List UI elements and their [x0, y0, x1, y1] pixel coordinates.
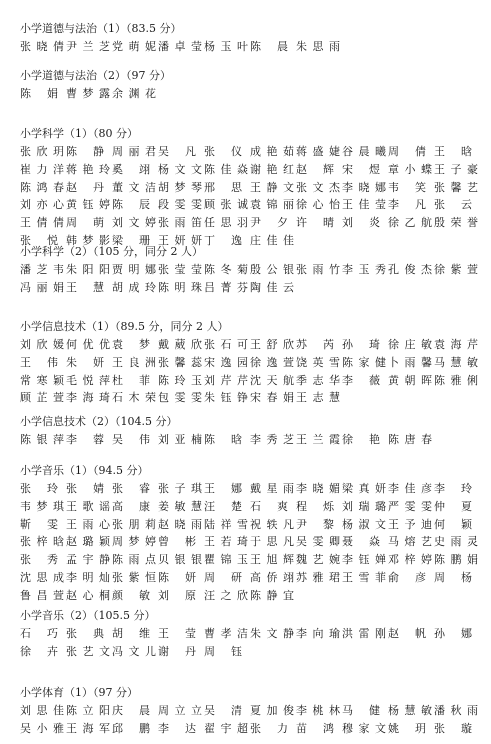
person-name: 冯丽娟 [20, 280, 64, 294]
person-name: 李向瑜 [296, 627, 340, 640]
person-name: 庆 晨 [112, 704, 150, 717]
person-name: 王兰霞 [296, 433, 340, 446]
person-name: 陈唐春 [388, 433, 432, 446]
person-name: 尹 黎 [296, 517, 334, 531]
name-row [0, 589, 491, 604]
section-title: 小学道德与法治（2）（97 分） [20, 69, 171, 82]
person-name: 李佳彦 [388, 482, 432, 495]
person-name: 陈 晗 [204, 433, 242, 446]
person-name: 陈明珠 [158, 280, 202, 294]
person-name: 姚 玥 [388, 721, 426, 735]
person-name: 孟宇静 [66, 553, 110, 567]
person-name: 杨玉叶 [204, 40, 248, 53]
person-name: 梁真妍 [342, 482, 386, 495]
section-title: 小学音乐（2）（105.5 分） [20, 609, 156, 622]
person-name: 祝轶凡 [250, 517, 294, 531]
person-name: 杜 菲 [112, 373, 150, 387]
person-name: 石 巧 [20, 627, 58, 640]
person-name: 吴小雅 [20, 721, 64, 735]
person-name: 张雨笛 [158, 216, 202, 230]
name-row [0, 163, 491, 178]
section-title: 小学信息技术（2）（104.5 分） [20, 415, 178, 428]
person-name: 聂 焱 [342, 535, 380, 549]
person-name: 邱 鹏 [112, 721, 150, 735]
person-name: 殷荣誉 [434, 216, 478, 230]
person-name: 梁 珊 [112, 234, 150, 247]
person-name: 石 爽 [250, 499, 288, 513]
person-name: 包雯雯 [158, 391, 202, 405]
person-name: 周 杨 [434, 571, 472, 584]
person-name: 陈玲玉 [158, 373, 202, 387]
person-name: 任思羽 [204, 216, 248, 230]
person-name: 汪 楚 [204, 499, 242, 513]
person-name: 朱 妍 [66, 355, 104, 369]
person-name: 鲁昌萱 [20, 588, 64, 602]
person-name: 李晓娜 [342, 180, 386, 194]
person-name: 王志慧 [296, 391, 340, 405]
name-row [0, 535, 491, 550]
person-name: 胡成玲 [112, 280, 156, 294]
person-name: 刘 炎 [342, 216, 380, 230]
person-name: 朱文静 [250, 627, 294, 640]
name-row [0, 145, 491, 160]
person-name: 张 婧 [66, 482, 104, 495]
name-row [0, 500, 491, 515]
person-name: 曹梦露 [66, 87, 110, 100]
name-row [0, 391, 491, 406]
person-name: 谷晨曦 [342, 145, 386, 158]
person-name: 杨文文 [158, 162, 202, 176]
name-row [0, 722, 491, 737]
person-name: 马熔艺 [388, 535, 432, 549]
person-name: 吴雯卿 [296, 535, 340, 549]
person-name: 潘秋雨 [434, 704, 478, 717]
person-name: 陈 辰 [112, 198, 150, 212]
person-name: 颜 敏 [112, 588, 150, 602]
person-name: 周 萌 [66, 216, 104, 230]
person-name: 王 晗 [434, 145, 472, 158]
person-name: 陈立阳 [66, 704, 110, 717]
person-name: 孙 娜 [434, 627, 472, 640]
person-name: 王 莹 [158, 627, 196, 640]
person-name: 谢艳红 [250, 162, 294, 176]
person-name: 宋 煜 [342, 162, 380, 176]
person-name: 张 仪 [204, 145, 242, 158]
person-name: 周立立 [158, 704, 202, 717]
person-name: 张 力 [250, 721, 288, 735]
person-name: 陈 晨 [250, 40, 288, 53]
person-name: 张 云 [434, 198, 472, 212]
person-name: 黄钰婷 [66, 198, 110, 212]
person-name: 许 晴 [296, 216, 334, 230]
person-name: 石木荣 [112, 391, 156, 405]
person-name: 殷公银 [250, 263, 294, 276]
name-row [0, 181, 491, 196]
person-name: 贾明娜 [112, 263, 156, 276]
person-name: 袁锦丽 [250, 198, 294, 212]
person-name: 曾 彬 [158, 535, 196, 549]
person-name: 王良洲 [112, 355, 156, 369]
person-name: 赵 帆 [388, 627, 426, 640]
person-name: 顾张诚 [204, 198, 248, 212]
person-name: 瞿锦玉 [204, 553, 248, 567]
person-name: 李 薇 [342, 373, 380, 387]
name-row [0, 553, 491, 568]
person-name: 李秀芝 [250, 433, 294, 446]
name-row [0, 87, 491, 102]
person-name: 张馨蕊 [158, 355, 202, 369]
person-name: 魏艺婉 [296, 553, 340, 567]
person-name: 徐心怡 [296, 198, 340, 212]
person-name: 王海军 [66, 721, 110, 735]
person-name: 陶佳云 [250, 280, 294, 294]
person-name: 庄佳佳 [250, 234, 294, 247]
person-name: 戴星雨 [250, 482, 294, 495]
person-name: 李明灿 [66, 571, 110, 584]
person-name: 王 伟 [20, 355, 58, 369]
person-name: 徐 艳 [342, 433, 380, 446]
person-name: 邓梓婷 [388, 553, 432, 567]
person-name: 张 典 [66, 627, 104, 640]
person-name: 陈雅俐 [434, 373, 478, 387]
person-name: 陈雨点 [112, 553, 156, 567]
person-name: 毛悦萍 [66, 373, 110, 387]
person-name: 徐庄敏 [388, 338, 432, 351]
name-row [0, 704, 491, 719]
person-name: 王佳莹 [342, 198, 386, 212]
person-name: 何 颖 [434, 517, 472, 531]
person-name: 李海琦 [66, 391, 110, 405]
person-name: 刘芹芹 [204, 373, 248, 387]
person-name: 王雨心 [66, 517, 110, 531]
person-name: 徐乙航 [388, 216, 432, 230]
person-name: 王倩倩 [20, 216, 64, 230]
name-row [0, 433, 491, 448]
person-name: 尹 夕 [250, 216, 288, 230]
person-name: 章小蝶 [388, 162, 432, 176]
person-name: 王予迪 [388, 517, 432, 531]
person-name: 袁海芹 [434, 338, 478, 351]
person-name: 贝银银 [158, 553, 202, 567]
person-name: 周丽君 [112, 145, 156, 158]
person-name: 潘卓莹 [158, 40, 202, 53]
person-name: 丁 逸 [204, 234, 242, 247]
person-name: 李晓媚 [296, 482, 340, 495]
person-name: 李 玲 [434, 482, 472, 495]
person-name: 吴 凡 [158, 145, 196, 158]
person-name: 张 秀 [20, 553, 58, 567]
person-name: 张 璇 [434, 721, 472, 735]
person-name: 陈佳焱 [204, 162, 248, 176]
person-name: 蒋艳玲 [66, 162, 110, 176]
person-name: 黄朝晖 [388, 373, 432, 387]
person-name: 常寒颖 [20, 373, 64, 387]
person-name: 冯文儿 [112, 644, 156, 658]
person-name: 王妍妍 [158, 234, 202, 247]
person-name: 王旭辉 [250, 553, 294, 567]
name-row [0, 518, 491, 533]
person-name: 周 研 [204, 571, 242, 584]
person-name: 王舒欣 [250, 338, 294, 351]
person-name: 韩梦影 [66, 234, 110, 247]
person-name: 徐 卉 [20, 644, 58, 658]
person-name: 余渊花 [112, 87, 156, 100]
person-name: 赵心桐 [66, 588, 110, 602]
person-name: 张朋莉 [112, 517, 156, 531]
person-name: 潘芝韦 [20, 263, 64, 276]
person-name: 陈静宜 [250, 588, 294, 602]
person-name: 何优优 [66, 338, 110, 351]
person-name: 周 钰 [204, 644, 242, 658]
person-name: 王 慧 [66, 280, 104, 294]
person-name: 严雯雯 [388, 499, 432, 513]
person-name: 朱钰铮 [204, 391, 248, 405]
person-name: 马慧敏 [434, 355, 478, 369]
person-name: 王歌谣 [66, 499, 110, 513]
person-name: 张 睿 [112, 482, 150, 495]
person-name: 袁 梦 [112, 338, 150, 351]
person-name: 李 达 [158, 721, 196, 735]
person-name: 蒋盛婕 [296, 145, 340, 158]
person-name: 张梓晗 [20, 535, 64, 549]
person-name: 卜雨馨 [388, 355, 432, 369]
person-name: 汪之欣 [204, 588, 248, 602]
person-name: 苏雅珺 [296, 571, 340, 584]
person-name: 王雪菲 [342, 571, 386, 584]
person-name: 李 蓉 [66, 433, 104, 446]
person-name: 张欣玥 [20, 145, 64, 158]
person-name: 刘亦心 [20, 198, 64, 212]
person-name: 韦 笑 [388, 180, 426, 194]
person-name: 高 康 [112, 499, 150, 513]
person-name: 朱阳阳 [66, 263, 110, 276]
name-row [0, 627, 491, 642]
person-name: 陈 娟 [20, 87, 58, 100]
section-title: 小学体育（1）（97 分） [20, 686, 138, 699]
person-name: 于思凡 [250, 535, 294, 549]
person-name: 邢 思 [204, 180, 242, 194]
person-name: 苗 鸿 [296, 721, 334, 735]
person-name: 陈 静 [66, 145, 104, 158]
person-name: 周 倩 [388, 145, 426, 158]
person-name: 马 健 [342, 704, 380, 717]
person-name: 王子豪 [434, 162, 478, 176]
name-row [0, 40, 491, 55]
person-name: 顾芷萱 [20, 391, 64, 405]
person-name: 吴 伟 [112, 433, 150, 446]
person-name: 张馨艺 [434, 180, 478, 194]
person-name: 党萌妮 [112, 40, 156, 53]
person-name: 俞 彦 [388, 571, 426, 584]
person-name: 王若琦 [204, 535, 248, 549]
section-title: 小学科学（1）（80 分） [20, 127, 138, 140]
person-name: 陈银萍 [20, 433, 64, 446]
person-name: 饶英雪 [296, 355, 340, 369]
person-name: 张石可 [204, 338, 248, 351]
person-name: 曹孝洁 [204, 627, 248, 640]
person-name: 陈鸿春 [20, 180, 64, 194]
person-name: 李 凡 [388, 198, 426, 212]
name-row [0, 216, 491, 231]
person-name: 徐逸萱 [250, 355, 294, 369]
person-name: 王 娜 [204, 482, 242, 495]
person-name: 杨慧敏 [388, 704, 432, 717]
person-name: 杨淑文 [342, 517, 386, 531]
person-name: 陈鹏娟 [434, 553, 478, 567]
person-name: 吕菁芬 [204, 280, 248, 294]
section-title: 小学科学（2）（105 分，同分 2 人） [20, 245, 203, 258]
person-name: 周梦婷 [112, 535, 156, 549]
person-name: 王静文 [250, 180, 294, 194]
person-name: 翟宇超 [204, 721, 248, 735]
person-name: 董文洁 [112, 180, 156, 194]
person-name: 季志华 [296, 373, 340, 387]
person-name: 史雨灵 [434, 535, 478, 549]
person-name: 张子琪 [158, 482, 202, 495]
person-name: 高侨翊 [250, 571, 294, 584]
name-row [0, 482, 491, 497]
person-name: 刘欣媛 [20, 338, 64, 351]
person-name: 靳 雯 [20, 517, 58, 531]
name-row [0, 374, 491, 389]
person-name: 赵 丹 [66, 180, 104, 194]
person-name: 陈家健 [342, 355, 386, 369]
person-name: 赵 辉 [296, 162, 334, 176]
person-name: 朱思雨 [296, 40, 340, 53]
person-name: 成艳茹 [250, 145, 294, 158]
person-name: 宋逸园 [204, 355, 248, 369]
person-name: 戴葳欣 [158, 338, 202, 351]
person-name: 张莹莹 [158, 263, 202, 276]
person-name: 奚 翊 [112, 162, 150, 176]
person-name: 刘文婷 [112, 216, 156, 230]
person-name: 谢 丹 [158, 644, 196, 658]
person-name: 胡 维 [112, 627, 150, 640]
person-name: 韦梦琪 [20, 499, 64, 513]
name-row [0, 198, 491, 213]
person-name: 张 玲 [20, 482, 58, 495]
person-name: 苏 芮 [296, 338, 334, 351]
section-title: 小学道德与法治（1）（83.5 分） [20, 22, 182, 35]
person-name: 孔俊杰 [388, 263, 432, 276]
person-name: 洪雷刚 [342, 627, 386, 640]
person-name: 沈天航 [250, 373, 294, 387]
person-name: 陆祥雪 [204, 517, 248, 531]
person-name: 崔力洋 [20, 162, 64, 176]
section-title: 小学信息技术（1）（89.5 分，同分 2 人） [20, 320, 229, 333]
person-name: 段雯雯 [158, 198, 202, 212]
person-name: 刘瑞璐 [342, 499, 386, 513]
person-name: 姜敏慧 [158, 499, 202, 513]
person-name: 穆家文 [342, 721, 386, 735]
person-name: 李玉秀 [342, 263, 386, 276]
person-name: 张晓倩 [20, 40, 64, 53]
person-name: 胡梦琴 [158, 180, 202, 194]
person-name: 沈思成 [20, 571, 64, 584]
person-name: 陈冬菊 [204, 263, 248, 276]
person-name: 吴 清 [204, 704, 242, 717]
person-name: 夏加俊 [250, 704, 294, 717]
person-name: 孙 琦 [342, 338, 380, 351]
person-name: 刘亚楠 [158, 433, 202, 446]
name-row [0, 338, 491, 353]
name-row [0, 645, 491, 660]
name-row [0, 281, 491, 296]
person-name: 李桃林 [296, 704, 340, 717]
person-name: 张 悦 [20, 234, 58, 247]
person-name: 陈 妍 [158, 571, 196, 584]
name-row [0, 263, 491, 278]
person-name: 徐紫萱 [434, 263, 478, 276]
person-name: 程 烁 [296, 499, 334, 513]
person-name: 张艺文 [66, 644, 110, 658]
person-name: 张文杰 [296, 180, 340, 194]
person-name: 刘思佳 [20, 704, 64, 717]
person-name: 仲 夏 [434, 499, 472, 513]
person-name: 张雨竹 [296, 263, 340, 276]
person-name: 赵晓雨 [158, 517, 202, 531]
person-name: 赵璐颖 [66, 535, 110, 549]
person-name: 张紫恒 [112, 571, 156, 584]
name-row [0, 571, 491, 586]
person-name: 宋春娟 [250, 391, 294, 405]
section-title: 小学音乐（1）（94.5 分） [20, 464, 149, 477]
name-row [0, 356, 491, 371]
person-name: 李钰婵 [342, 553, 386, 567]
person-name: 刘 原 [158, 588, 196, 602]
person-name: 尹兰芝 [66, 40, 110, 53]
